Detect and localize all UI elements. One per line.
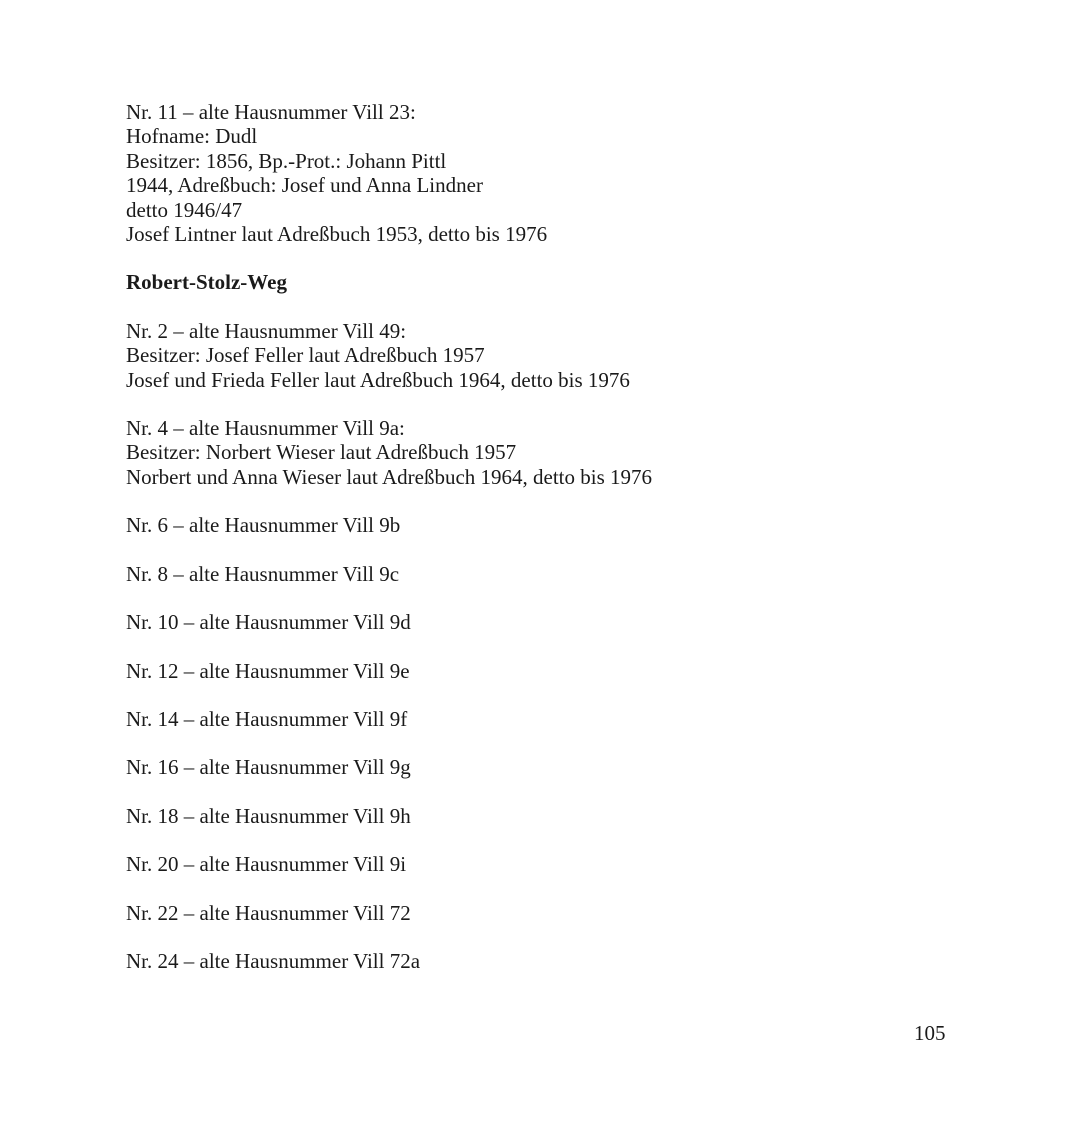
list-item: Nr. 14 – alte Hausnummer Vill 9f: [126, 706, 408, 731]
text-line: Josef und Frieda Feller laut Adreßbuch 1964, detto bis 1976: [126, 367, 630, 392]
list-item: Nr. 22 – alte Hausnummer Vill 72: [126, 900, 411, 925]
list-item: Nr. 18 – alte Hausnummer Vill 9h: [126, 803, 411, 828]
text-line: Josef Lintner laut Adreßbuch 1953, detto bis 1976: [126, 222, 548, 247]
text-line: Norbert und Anna Wieser laut Adreßbuch 1964, detto bis 1976: [126, 464, 653, 489]
text-line: Hofname: Dudl: [126, 124, 258, 149]
entry-block-nr-2: [126, 319, 986, 392]
list-item: Nr. 6 – alte Hausnummer Vill 9b: [126, 513, 401, 538]
section-heading: Robert-Stolz-Weg: [126, 270, 287, 295]
page-body: [126, 100, 986, 997]
text-line: detto 1946/47: [126, 197, 243, 222]
text-line: Nr. 4 – alte Hausnummer Vill 9a:: [126, 416, 405, 441]
text-line: Besitzer: Norbert Wieser laut Adreßbuch 1957: [126, 440, 517, 465]
page-number: 105: [914, 1021, 946, 1045]
text-line: 1944, Adreßbuch: Josef und Anna Lindner: [126, 173, 483, 198]
list-item: Nr. 20 – alte Hausnummer Vill 9i: [126, 852, 407, 877]
text-line: Besitzer: 1856, Bp.-Prot.: Johann Pittl: [126, 148, 447, 173]
list-item: Nr. 10 – alte Hausnummer Vill 9d: [126, 610, 411, 635]
list-item: Nr. 16 – alte Hausnummer Vill 9g: [126, 755, 411, 780]
entry-block-nr-11: [126, 100, 986, 246]
text-line: Besitzer: Josef Feller laut Adreßbuch 1957: [126, 343, 485, 368]
text-line: Nr. 11 – alte Hausnummer Vill 23:: [126, 100, 416, 124]
list-item: Nr. 24 – alte Hausnummer Vill 72a: [126, 948, 421, 973]
list-item: Nr. 12 – alte Hausnummer Vill 9e: [126, 658, 410, 683]
list-item: Nr. 8 – alte Hausnummer Vill 9c: [126, 561, 400, 586]
text-line: Nr. 2 – alte Hausnummer Vill 49:: [126, 318, 407, 343]
entry-block-nr-4: [126, 416, 986, 489]
